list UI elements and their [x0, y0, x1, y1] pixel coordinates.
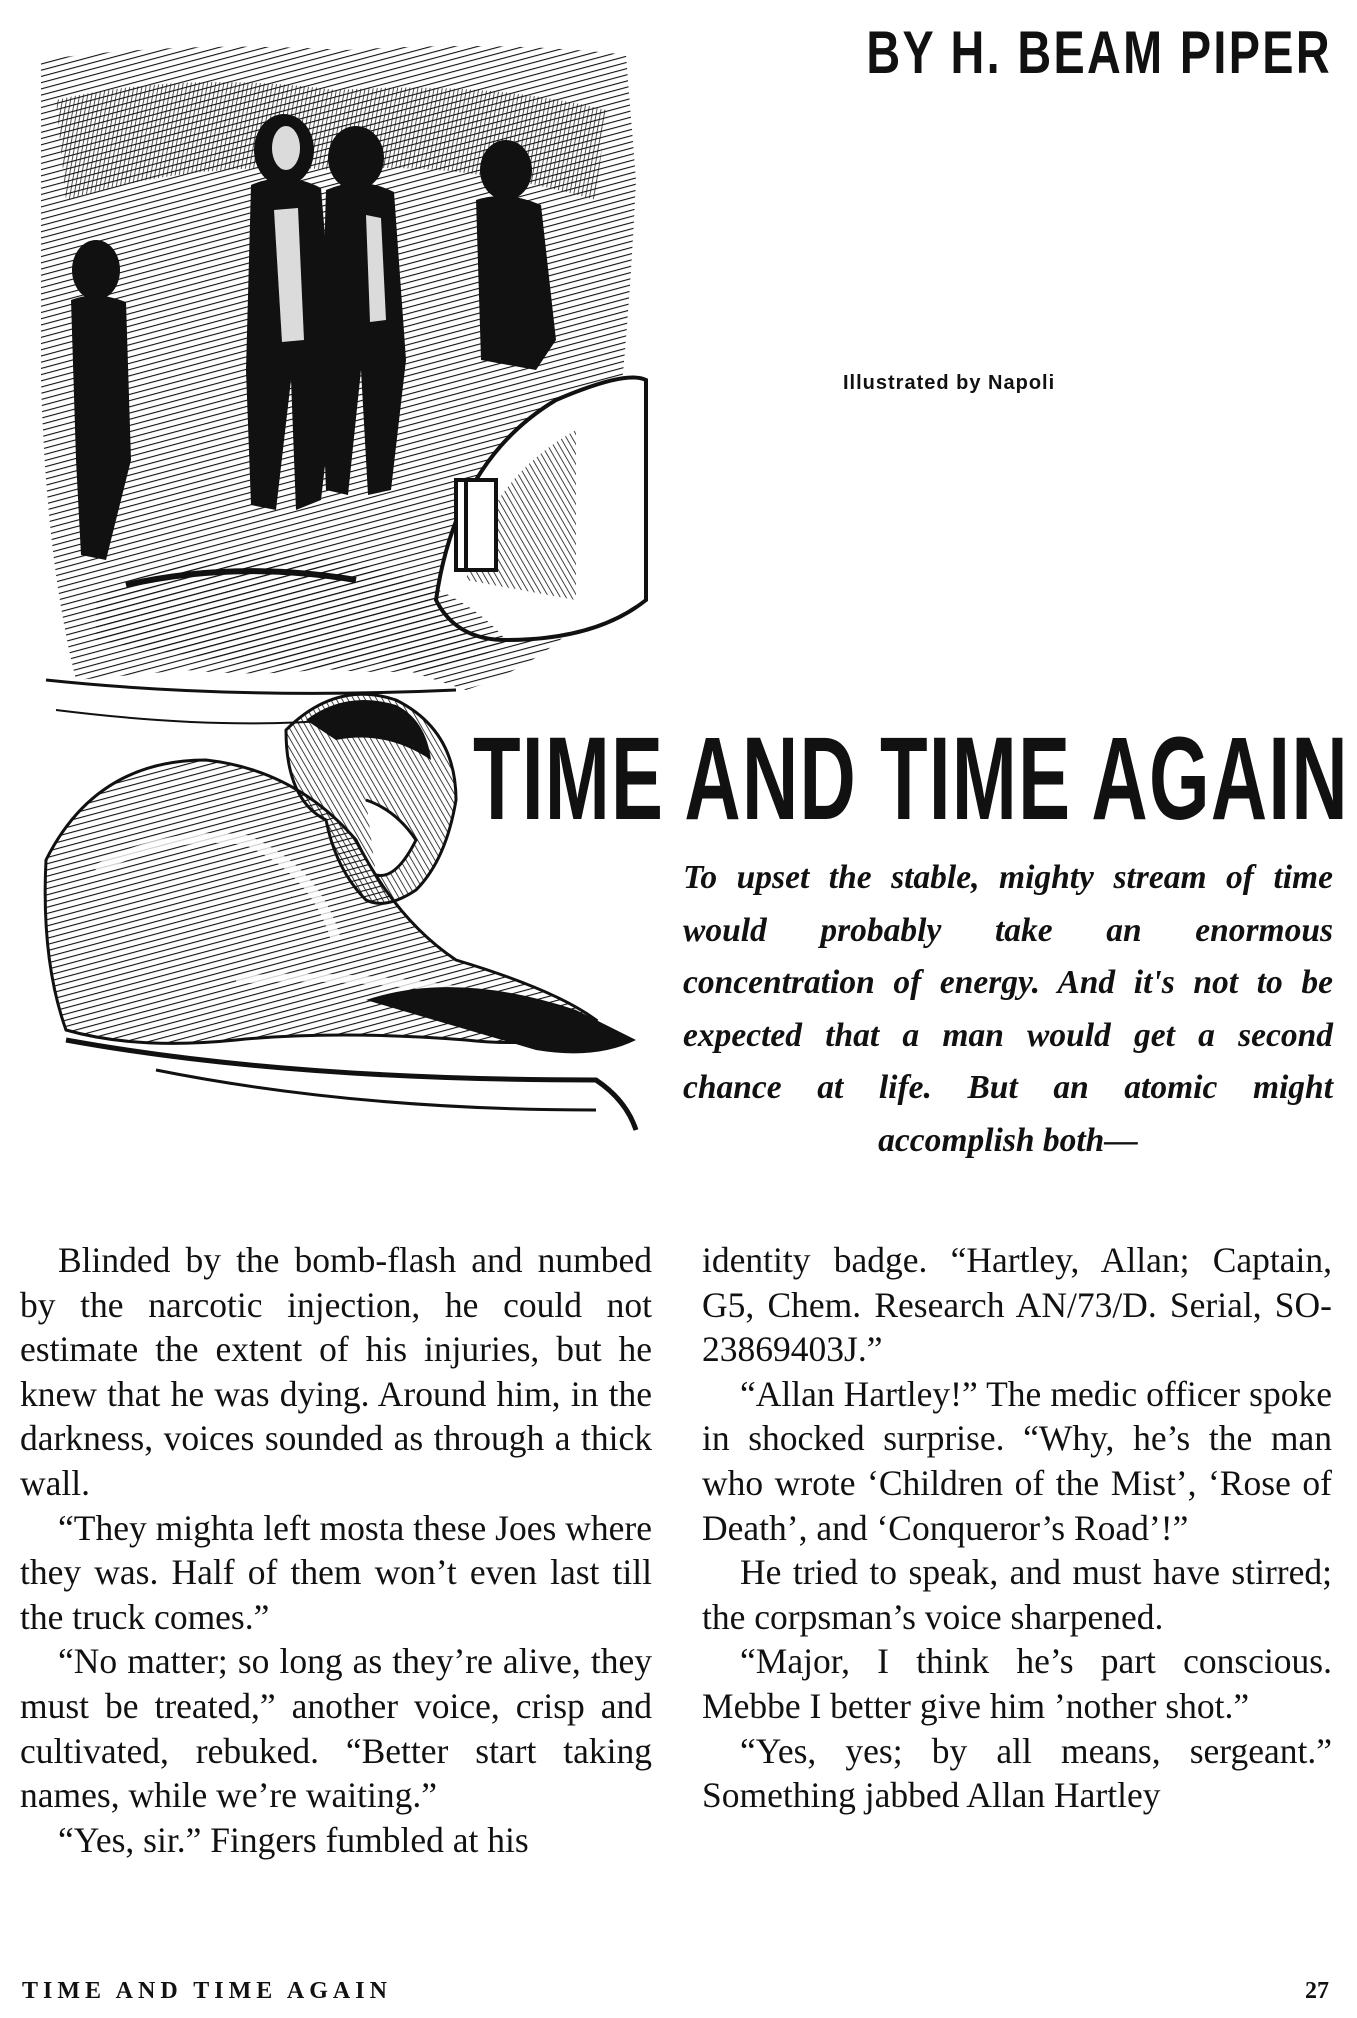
- left-column: [20, 1238, 652, 1862]
- paragraph: “Allan Hartley!” The medic officer spoke in shocked surprise. “Why, he’s the man who wrote ‘Children of the Mist’, ‘Rose of Death’, and ‘Conqueror’s Road’!”: [702, 1373, 1332, 1548]
- page-number: 27: [1305, 1978, 1329, 2004]
- paragraph: “No matter; so long as they’re alive, they must be treated,” another voice, crisp and cultivated, rebuked. “Better start taking names, while we’re waiting.”: [20, 1641, 652, 1816]
- byline: BY H. BEAM PIPER: [866, 19, 1332, 86]
- story-blurb: To upset the stable, mighty stream of time would probably take an enormous concentration of energy. And it's not to be expected that a man would get a second chance at life. But an atomic might accomplish both—: [683, 859, 1333, 1159]
- paragraph: Blinded by the bomb-flash and numbed by the narcotic injection, he could not estimate the extent of his injuries, but he knew that he was dying. Around him, in the darkness, voices sounded as through a thick wall.: [20, 1240, 652, 1503]
- paragraph-continuation: identity badge. “Hartley, Allan; Captain, G5, Chem. Research AN/73/D. Serial, SO-23869403J.”: [702, 1240, 1332, 1370]
- story-illustration: [36, 40, 656, 1135]
- paragraph: He tried to speak, and must have stirred; the corpsman’s voice sharpened.: [702, 1552, 1332, 1637]
- paragraph: “Major, I think he’s part conscious. Mebbe I better give him ’nother shot.”: [702, 1641, 1332, 1726]
- paragraph: “They mighta left mosta these Joes where they was. Half of them won’t even last till the truck comes.”: [20, 1507, 652, 1637]
- illustrator-credit: Illustrated by Napoli: [843, 372, 1056, 394]
- paragraph: “Yes, yes; by all means, sergeant.” Something jabbed Allan Hartley: [702, 1730, 1332, 1816]
- story-title: TIME AND TIME AGAIN: [473, 713, 1349, 845]
- running-title: TIME AND TIME AGAIN: [22, 1978, 392, 2004]
- paragraph: “Yes, sir.” Fingers fumbled at his: [58, 1819, 529, 1860]
- right-column: [702, 1238, 1332, 1818]
